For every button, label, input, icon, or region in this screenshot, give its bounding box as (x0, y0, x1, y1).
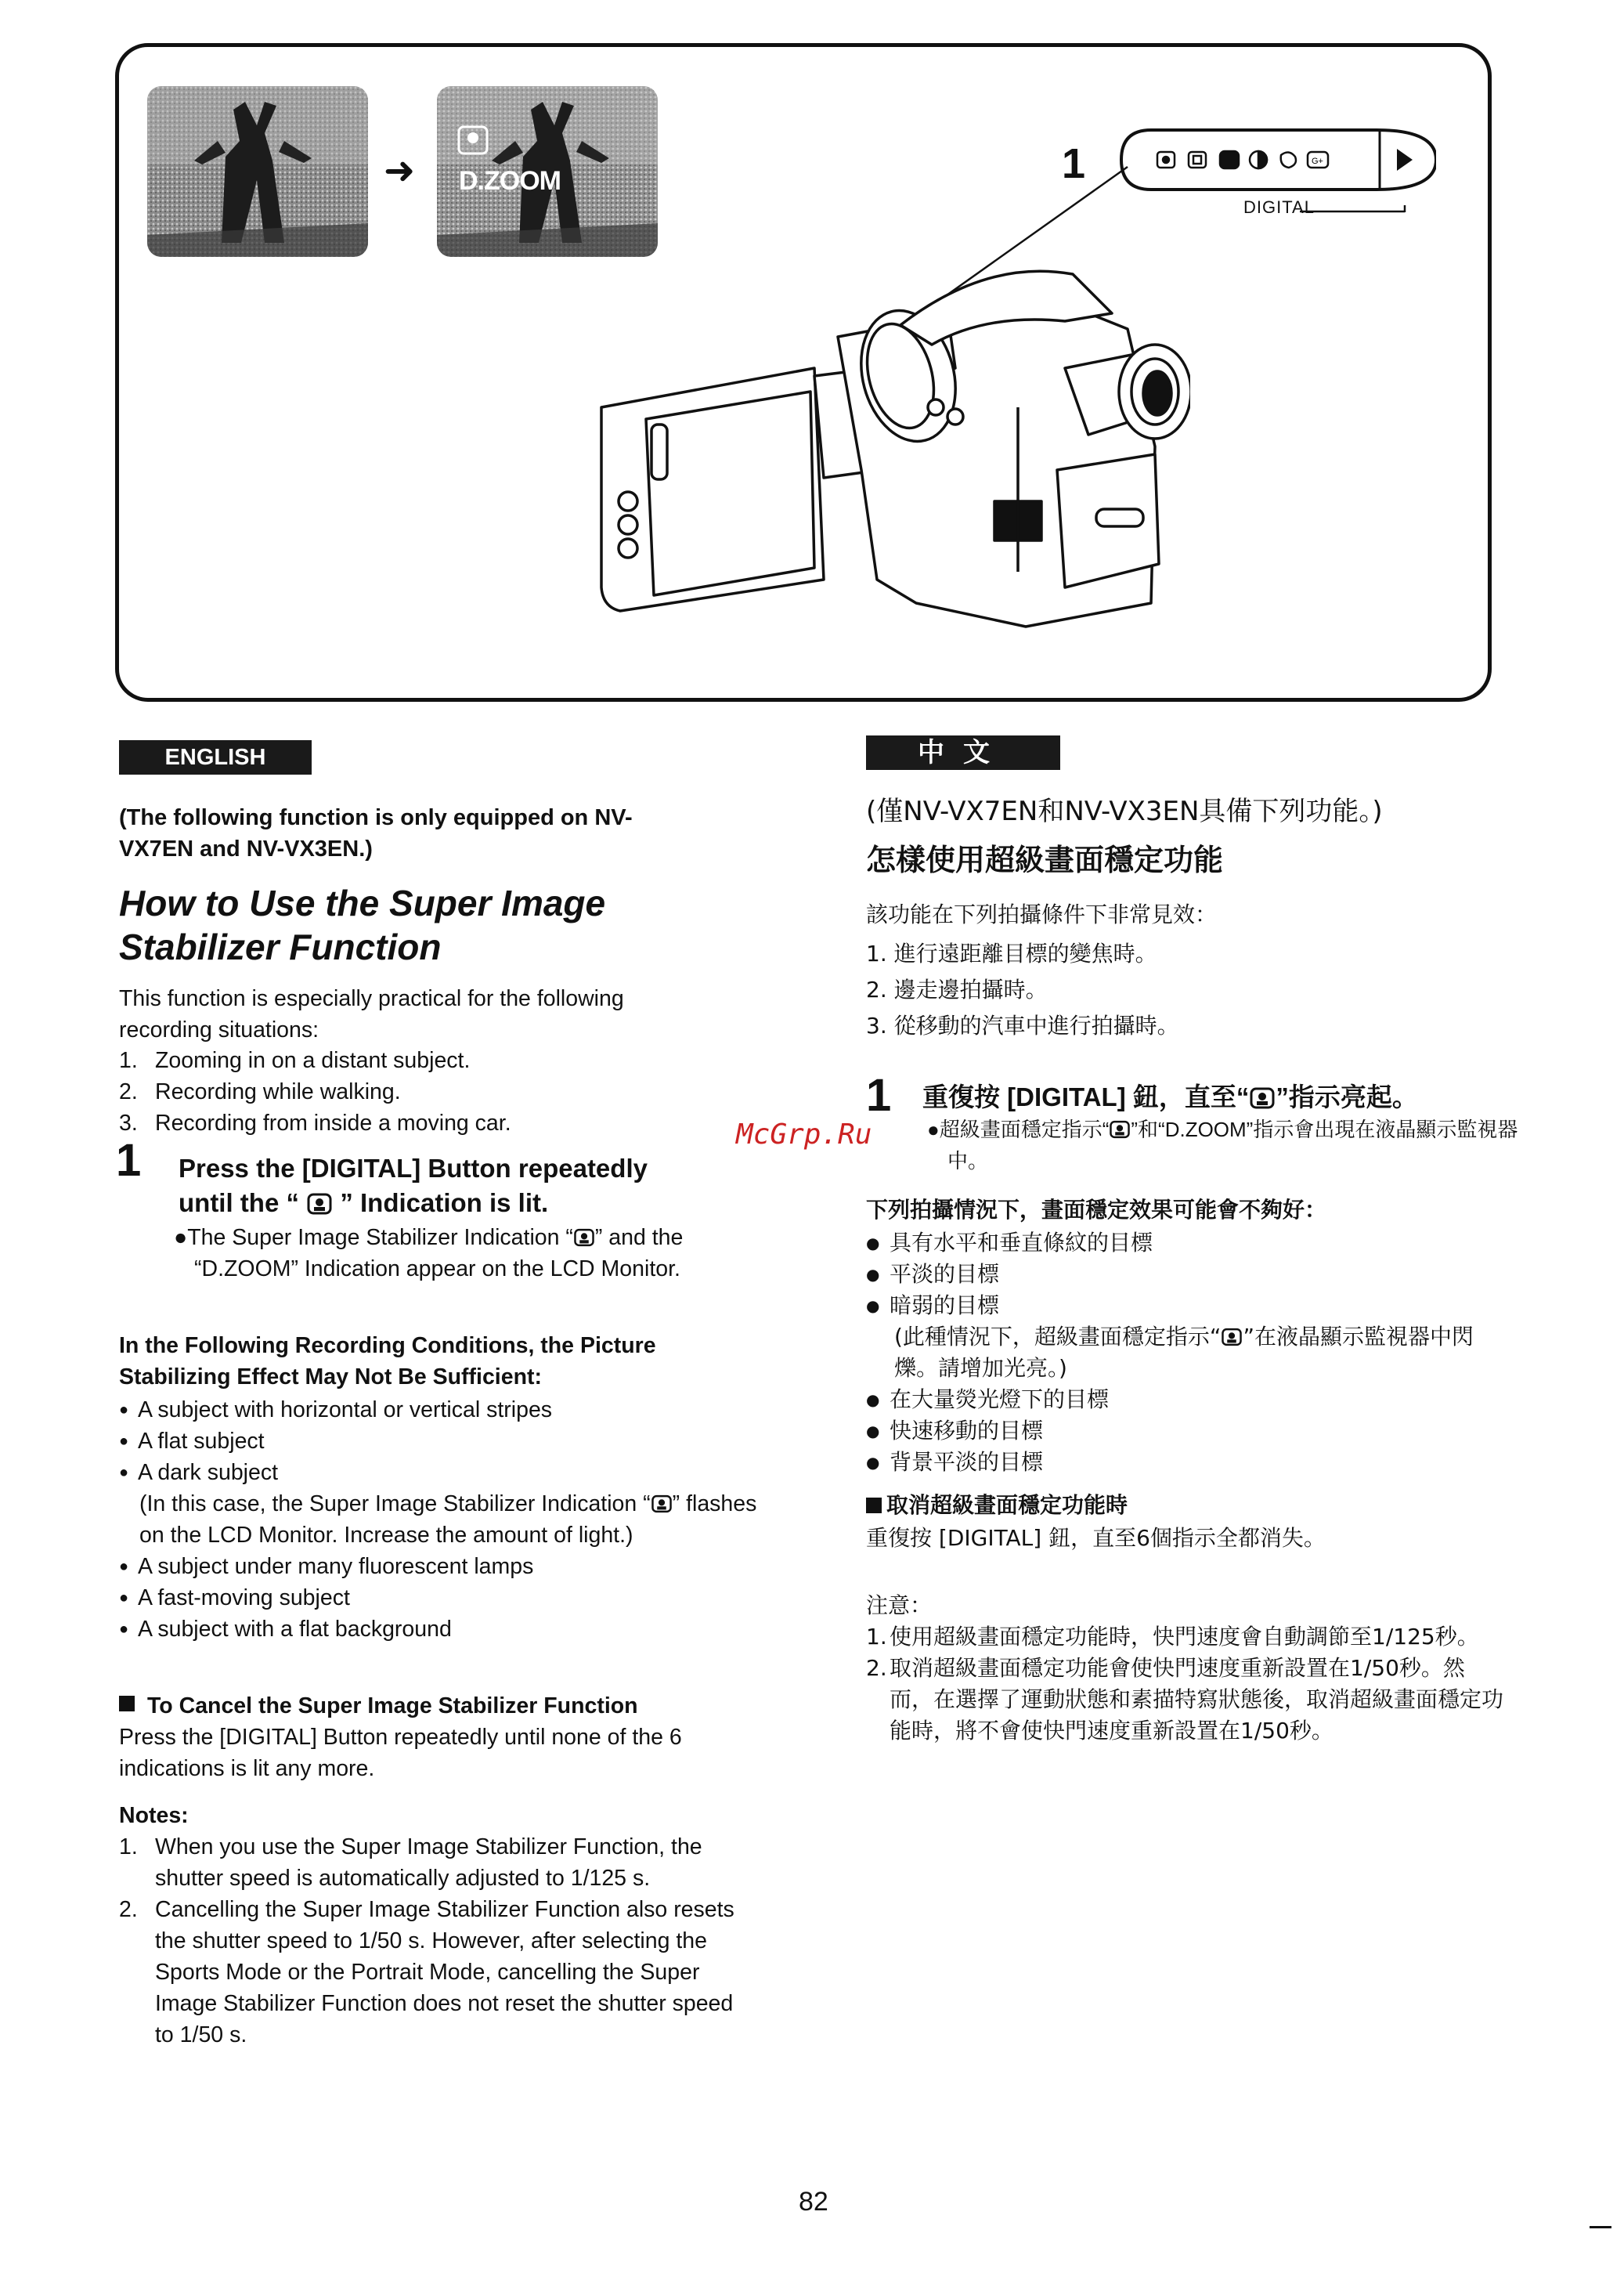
cancel-instructions-chinese: 重復按 [DIGITAL] 鈕，直至6個指示全都消失。 (866, 1525, 1326, 1551)
dark-subject-note-chinese: (此種情況下，超級畫面穩定指示“ ”在液晶顯示監視器中閃爍。請增加光亮。) (894, 1324, 1474, 1381)
photo-before-stabilizer (147, 86, 368, 257)
stabilizer-icon (299, 1188, 340, 1217)
digital-button-panel (1118, 127, 1436, 193)
notes-list-chinese (866, 1621, 1508, 1747)
corner-mark (1590, 2226, 1611, 2228)
dark-subject-note: (In this case, the Super Image Stabilizer Indication “ ” flashes on the LCD Monitor. Increase the amount of light.) (139, 1491, 757, 1548)
intro-paragraph-chinese: 該功能在下列拍攝條件下非常見效： (866, 902, 1218, 927)
list-item: ● 暗弱的目標 (866, 1290, 1508, 1321)
arrow-right-icon: ➜ (384, 150, 416, 192)
list-item: 2. Cancelling the Super Image Stabilizer Function also resets the shutter speed to 1/50 s. However, after selecting the Sports Mode or the Portrait Mode, cancelling the Super Image Stabilizer Function does not reset the shutter speed to 1/50 s. (119, 1897, 734, 2047)
conditions-list-chinese (866, 1227, 1508, 1478)
list-item: ● 快速移動的目標 (866, 1415, 1508, 1447)
language-label-english: ENGLISH (119, 740, 312, 775)
section-heading-chinese: 怎樣使用超級畫面穩定功能 (866, 843, 1224, 877)
list-item: ● A dark subject (119, 1457, 769, 1488)
notes-list (119, 1831, 753, 2051)
step-title-chinese: 重復按 [DIGITAL] 鈕，直至“ ”指示亮起。 (922, 1082, 1418, 1111)
situations-list (119, 1045, 769, 1139)
notes-title: Notes: (119, 1803, 189, 1828)
availability-note: (The following function is only equipped on NV-VX7EN and NV-VX3EN.) (119, 805, 633, 862)
conditions-list (119, 1394, 769, 1645)
digital-label-leader-line (1300, 205, 1409, 216)
section-heading-line-1: How to Use the Super Image (119, 883, 606, 923)
list-item: 2. 邊走邊拍攝時。 (866, 977, 1048, 1003)
list-item: 1. 進行遠距離目標的變焦時。 (866, 941, 1157, 967)
notes-title-chinese: 注意： (866, 1592, 933, 1618)
list-item: ● A subject with a flat background (119, 1614, 769, 1645)
section-heading-line-2: Stabilizer Function (119, 927, 442, 967)
camcorder-illustration (579, 211, 1190, 650)
svg-text:G+: G+ (1312, 157, 1323, 166)
dzoom-overlay-label: D.ZOOM (459, 166, 561, 196)
stabilizer-icon (1221, 1324, 1243, 1350)
list-item: 3. Recording from inside a moving car. (119, 1111, 511, 1136)
step-number-chinese: 1 (866, 1070, 892, 1121)
stabilizer-icon (1249, 1082, 1276, 1111)
intro-paragraph: This function is especially practical for the following recording situations: (119, 986, 624, 1043)
stabilizer-icon (651, 1491, 673, 1516)
cancel-title: To Cancel the Super Image Stabilizer Function (119, 1690, 769, 1722)
list-item: ● 背景平淡的目標 (866, 1447, 1508, 1478)
list-item: ● A fast-moving subject (119, 1582, 769, 1614)
list-item: ● A flat subject (119, 1426, 769, 1457)
step-title: Press the [DIGITAL] Button repeatedly until the “ ” Indication is lit. (179, 1154, 648, 1217)
situations-list-chinese (866, 936, 1508, 1044)
step-note-chinese: ●超級畫面穩定指示“ ”和“D.ZOOM”指示會出現在液晶顯示監視器中。 (927, 1118, 1518, 1173)
availability-note-chinese: (僅NV-VX7EN和NV-VX3EN具備下列功能。) (866, 796, 1383, 827)
cancel-instructions: Press the [DIGITAL] Button repeatedly until none of the 6 indications is lit any more. (119, 1725, 682, 1781)
watermark-link[interactable]: McGrp.Ru (736, 1118, 872, 1151)
conditions-title-chinese: 下列拍攝情況下，畫面穩定效果可能會不夠好： (866, 1197, 1327, 1223)
list-item: ● 在大量熒光燈下的目標 (866, 1384, 1508, 1415)
list-item: 1. Zooming in on a distant subject. (119, 1048, 471, 1073)
step-note: ●The Super Image Stabilizer Indication “ ” and the “D.ZOOM” Indication appear on the LCD Monitor. (174, 1225, 684, 1281)
list-item: ● A subject under many fluorescent lamps (119, 1551, 769, 1582)
language-label-chinese: 中文 (866, 735, 1060, 770)
conditions-title: In the Following Recording Conditions, the Picture Stabilizing Effect May Not Be Sufficient: (119, 1333, 656, 1389)
step-number: 1 (116, 1135, 142, 1186)
list-item: 1. When you use the Super Image Stabilizer Function, the shutter speed is automatically adjusted to 1/125 s. (119, 1834, 702, 1891)
list-item: ● A subject with horizontal or vertical stripes (119, 1394, 769, 1426)
square-bullet-icon (866, 1498, 882, 1513)
page-number: 82 (799, 2187, 828, 2217)
list-item: ● 平淡的目標 (866, 1259, 1508, 1290)
square-bullet-icon (119, 1696, 135, 1711)
stabilizer-icon (573, 1225, 595, 1250)
list-item: 2. Recording while walking. (119, 1079, 401, 1104)
digital-button-label: DIGITAL (1243, 197, 1315, 217)
stabilizer-icon (1109, 1118, 1131, 1141)
list-item: 2. 取消超級畫面穩定功能會使快門速度重新設置在1/50秒。然而，在選擇了運動狀態和素描特寫狀態後，取消超級畫面穩定功能時，將不會使快門速度重新設置在1/50秒。 (866, 1655, 1504, 1744)
cancel-title-chinese: 取消超級畫面穩定功能時 (866, 1490, 1508, 1521)
callout-number: 1 (1062, 140, 1086, 187)
section-heading (119, 881, 714, 969)
list-item: 3. 從移動的汽車中進行拍攝時。 (866, 1013, 1179, 1039)
list-item: 1. 使用超級畫面穩定功能時，快門速度會自動調節至1/125秒。 (866, 1624, 1479, 1650)
list-item: ● 具有水平和垂直條紋的目標 (866, 1227, 1508, 1259)
